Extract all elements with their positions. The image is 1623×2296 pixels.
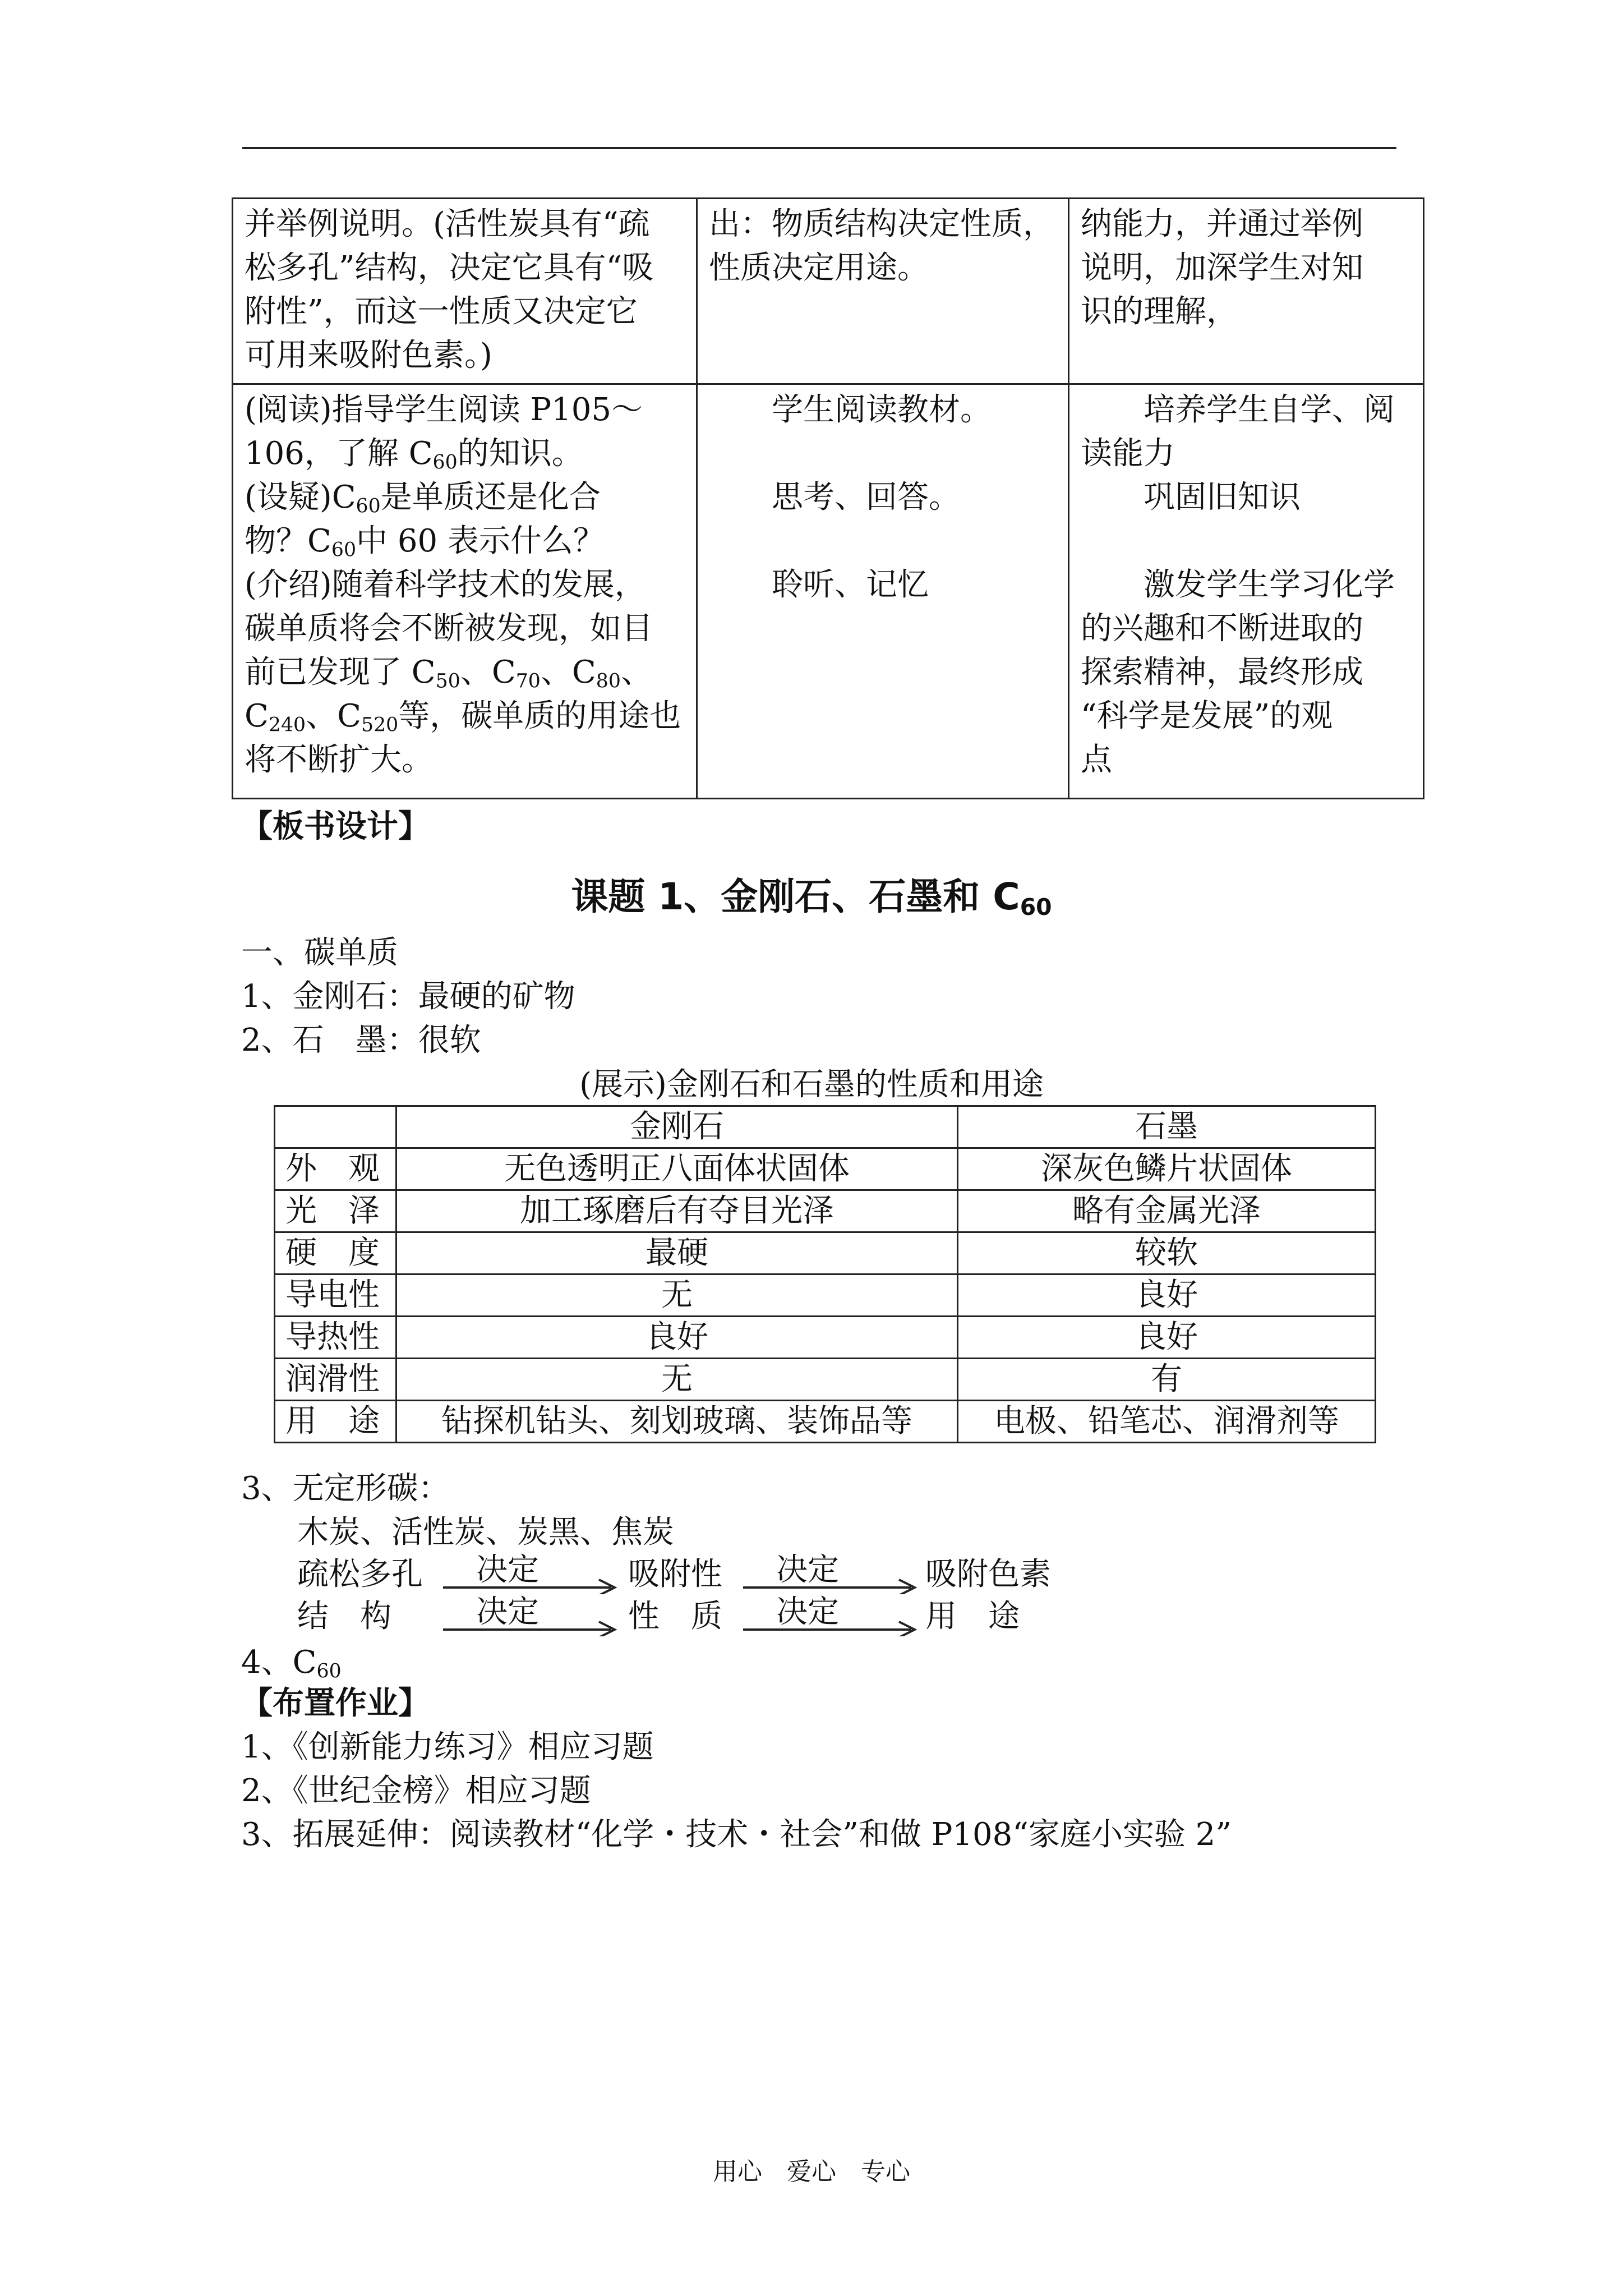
text-line: $C_{240}$、$C_{520}$等，碳单质的用途也 (245, 698, 681, 737)
arrow-icon (743, 1597, 923, 1636)
lesson-title: 课题 1、金刚石、石墨和 $C_{60}$ (571, 875, 1052, 921)
table-cell: 良好 (396, 1317, 958, 1359)
homework-item: 3、拓展延伸：阅读教材“化学・技术・社会”和做 P108“家庭小实验 2” (241, 1816, 1232, 1853)
text-line: 说明，加深学生对知 (1081, 250, 1363, 286)
text-line: 巩固旧知识 (1144, 479, 1301, 516)
design-intent-cell (1069, 384, 1424, 799)
decides-arrow (743, 1552, 923, 1594)
arrow-label: 决定 (776, 1594, 839, 1630)
teacher-activity-cell (233, 199, 697, 384)
table-cell: 加工琢磨后有夺目光泽 (396, 1190, 958, 1232)
teacher-activity-cell (233, 384, 697, 799)
text-line: 碳单质将会不断被发现，如目 (245, 610, 653, 647)
flow-term: 性 质 (628, 1598, 722, 1635)
list-item: 4、$C_{60}$ (241, 1644, 342, 1683)
text-line: 的兴趣和不断进取的 (1081, 610, 1363, 647)
text-line: 将不断扩大。 (245, 742, 433, 778)
board-design-heading: 【板书设计】 (241, 808, 430, 845)
amorphous-carbon-list: 木炭、活性炭、炭黑、焦炭 (297, 1514, 674, 1550)
flow-term: 吸附性 (628, 1556, 722, 1593)
flow-term: 结 构 (297, 1598, 391, 1635)
header-rule (242, 147, 1396, 149)
list-item: 3、无定形碳： (241, 1470, 450, 1507)
table-cell: 深灰色鳞片状固体 (958, 1148, 1376, 1190)
list-item: 1、金刚石：最硬的矿物 (241, 978, 575, 1015)
decides-arrow (443, 1552, 623, 1594)
table-cell: 导热性 (275, 1317, 396, 1359)
lesson-plan-table (232, 197, 1424, 799)
table-row (275, 1190, 1376, 1232)
text-line: 培养学生自学、阅 (1144, 392, 1395, 428)
table-row (233, 199, 1424, 384)
table-header-cell (275, 1106, 396, 1148)
text-line: 读能力 (1081, 435, 1175, 472)
text-line: 松多孔”结构，决定它具有“吸 (245, 250, 654, 286)
table-cell: 用 途 (275, 1401, 396, 1443)
list-item: 2、石 墨：很软 (241, 1022, 481, 1059)
text-line: 探索精神，最终形成 (1081, 654, 1363, 691)
table-row (275, 1401, 1376, 1443)
arrow-label: 决定 (476, 1594, 539, 1630)
table-cell: 无 (396, 1274, 958, 1317)
text-line: 附性”，而这一性质又决定它 (245, 293, 638, 330)
decides-arrow (443, 1594, 623, 1636)
text-line: 思考、回答。 (772, 479, 960, 516)
table-cell: 导电性 (275, 1274, 396, 1317)
table-cell: 良好 (958, 1274, 1376, 1317)
text-line: 识的理解， (1081, 293, 1238, 330)
table-cell: 润滑性 (275, 1359, 396, 1401)
homework-heading: 【布置作业】 (241, 1685, 430, 1722)
text-line: (阅读)指导学生阅读 P105～ (245, 392, 643, 428)
table-row (275, 1359, 1376, 1401)
table-cell: 良好 (958, 1317, 1376, 1359)
arrow-label: 决定 (776, 1552, 839, 1588)
table-cell: 光 泽 (275, 1190, 396, 1232)
text-line: (设疑)$C_{60}$是单质还是化合 (245, 479, 601, 518)
student-activity-cell (697, 384, 1069, 799)
decides-arrow (743, 1594, 923, 1636)
text-line: 点 (1081, 742, 1112, 778)
arrow-label: 决定 (476, 1552, 539, 1588)
text-line: 前已发现了 $C_{50}$、$C_{70}$、$C_{80}$、 (245, 654, 652, 693)
table-cell: 略有金属光泽 (958, 1190, 1376, 1232)
text-line: 物？$C_{60}$中 60 表示什么？ (245, 523, 605, 562)
arrow-icon (743, 1555, 923, 1594)
table-cell: 无 (396, 1359, 958, 1401)
text-line: 纳能力，并通过举例 (1081, 206, 1363, 242)
text-line: “科学是发展”的观 (1081, 698, 1333, 734)
table-row (275, 1232, 1376, 1274)
text-line: 并举例说明。(活性炭具有“疏 (245, 206, 650, 242)
text-line: 出：物质结构决定性质， (709, 206, 1054, 242)
table-cell: 钻探机钻头、刻划玻璃、装饰品等 (396, 1401, 958, 1443)
flow-term: 用 途 (925, 1598, 1020, 1635)
table-cell: 较软 (958, 1232, 1376, 1274)
text-line: 学生阅读教材。 (772, 392, 992, 428)
table-cell: 无色透明正八面体状固体 (396, 1148, 958, 1190)
flow-term: 疏松多孔 (297, 1556, 423, 1593)
text-line: 106，了解 $C_{60}$的知识。 (245, 435, 583, 474)
text-line: 聆听、记忆 (772, 567, 929, 603)
properties-table (274, 1105, 1376, 1443)
table-cell: 硬 度 (275, 1232, 396, 1274)
text-line: 激发学生学习化学 (1144, 567, 1395, 603)
table-header-cell: 石墨 (958, 1106, 1376, 1148)
flow-term: 吸附色素 (925, 1556, 1051, 1593)
section-heading: 一、碳单质 (241, 935, 398, 971)
text-line: 可用来吸附色素。) (245, 337, 492, 374)
table-row (275, 1274, 1376, 1317)
arrow-icon (443, 1555, 623, 1594)
table-header-row (275, 1106, 1376, 1148)
design-intent-cell (1069, 199, 1424, 384)
table-cell: 最硬 (396, 1232, 958, 1274)
table-cell: 外 观 (275, 1148, 396, 1190)
table-row (275, 1148, 1376, 1190)
table-cell: 有 (958, 1359, 1376, 1401)
text-line: (介绍)随着科学技术的发展， (245, 567, 646, 603)
table-row (233, 384, 1424, 799)
text-line: 性质决定用途。 (709, 250, 929, 286)
homework-item: 1、《创新能力练习》相应习题 (241, 1729, 654, 1765)
homework-item: 2、《世纪金榜》相应习题 (241, 1773, 591, 1809)
table-row (275, 1317, 1376, 1359)
arrow-icon (443, 1597, 623, 1636)
student-activity-cell (697, 199, 1069, 384)
table-cell: 电极、铅笔芯、润滑剂等 (958, 1401, 1376, 1443)
table-header-cell: 金刚石 (396, 1106, 958, 1148)
page-footer: 用心 爱心 专心 (713, 2157, 910, 2186)
table-caption: (展示)金刚石和石墨的性质和用途 (579, 1066, 1044, 1103)
